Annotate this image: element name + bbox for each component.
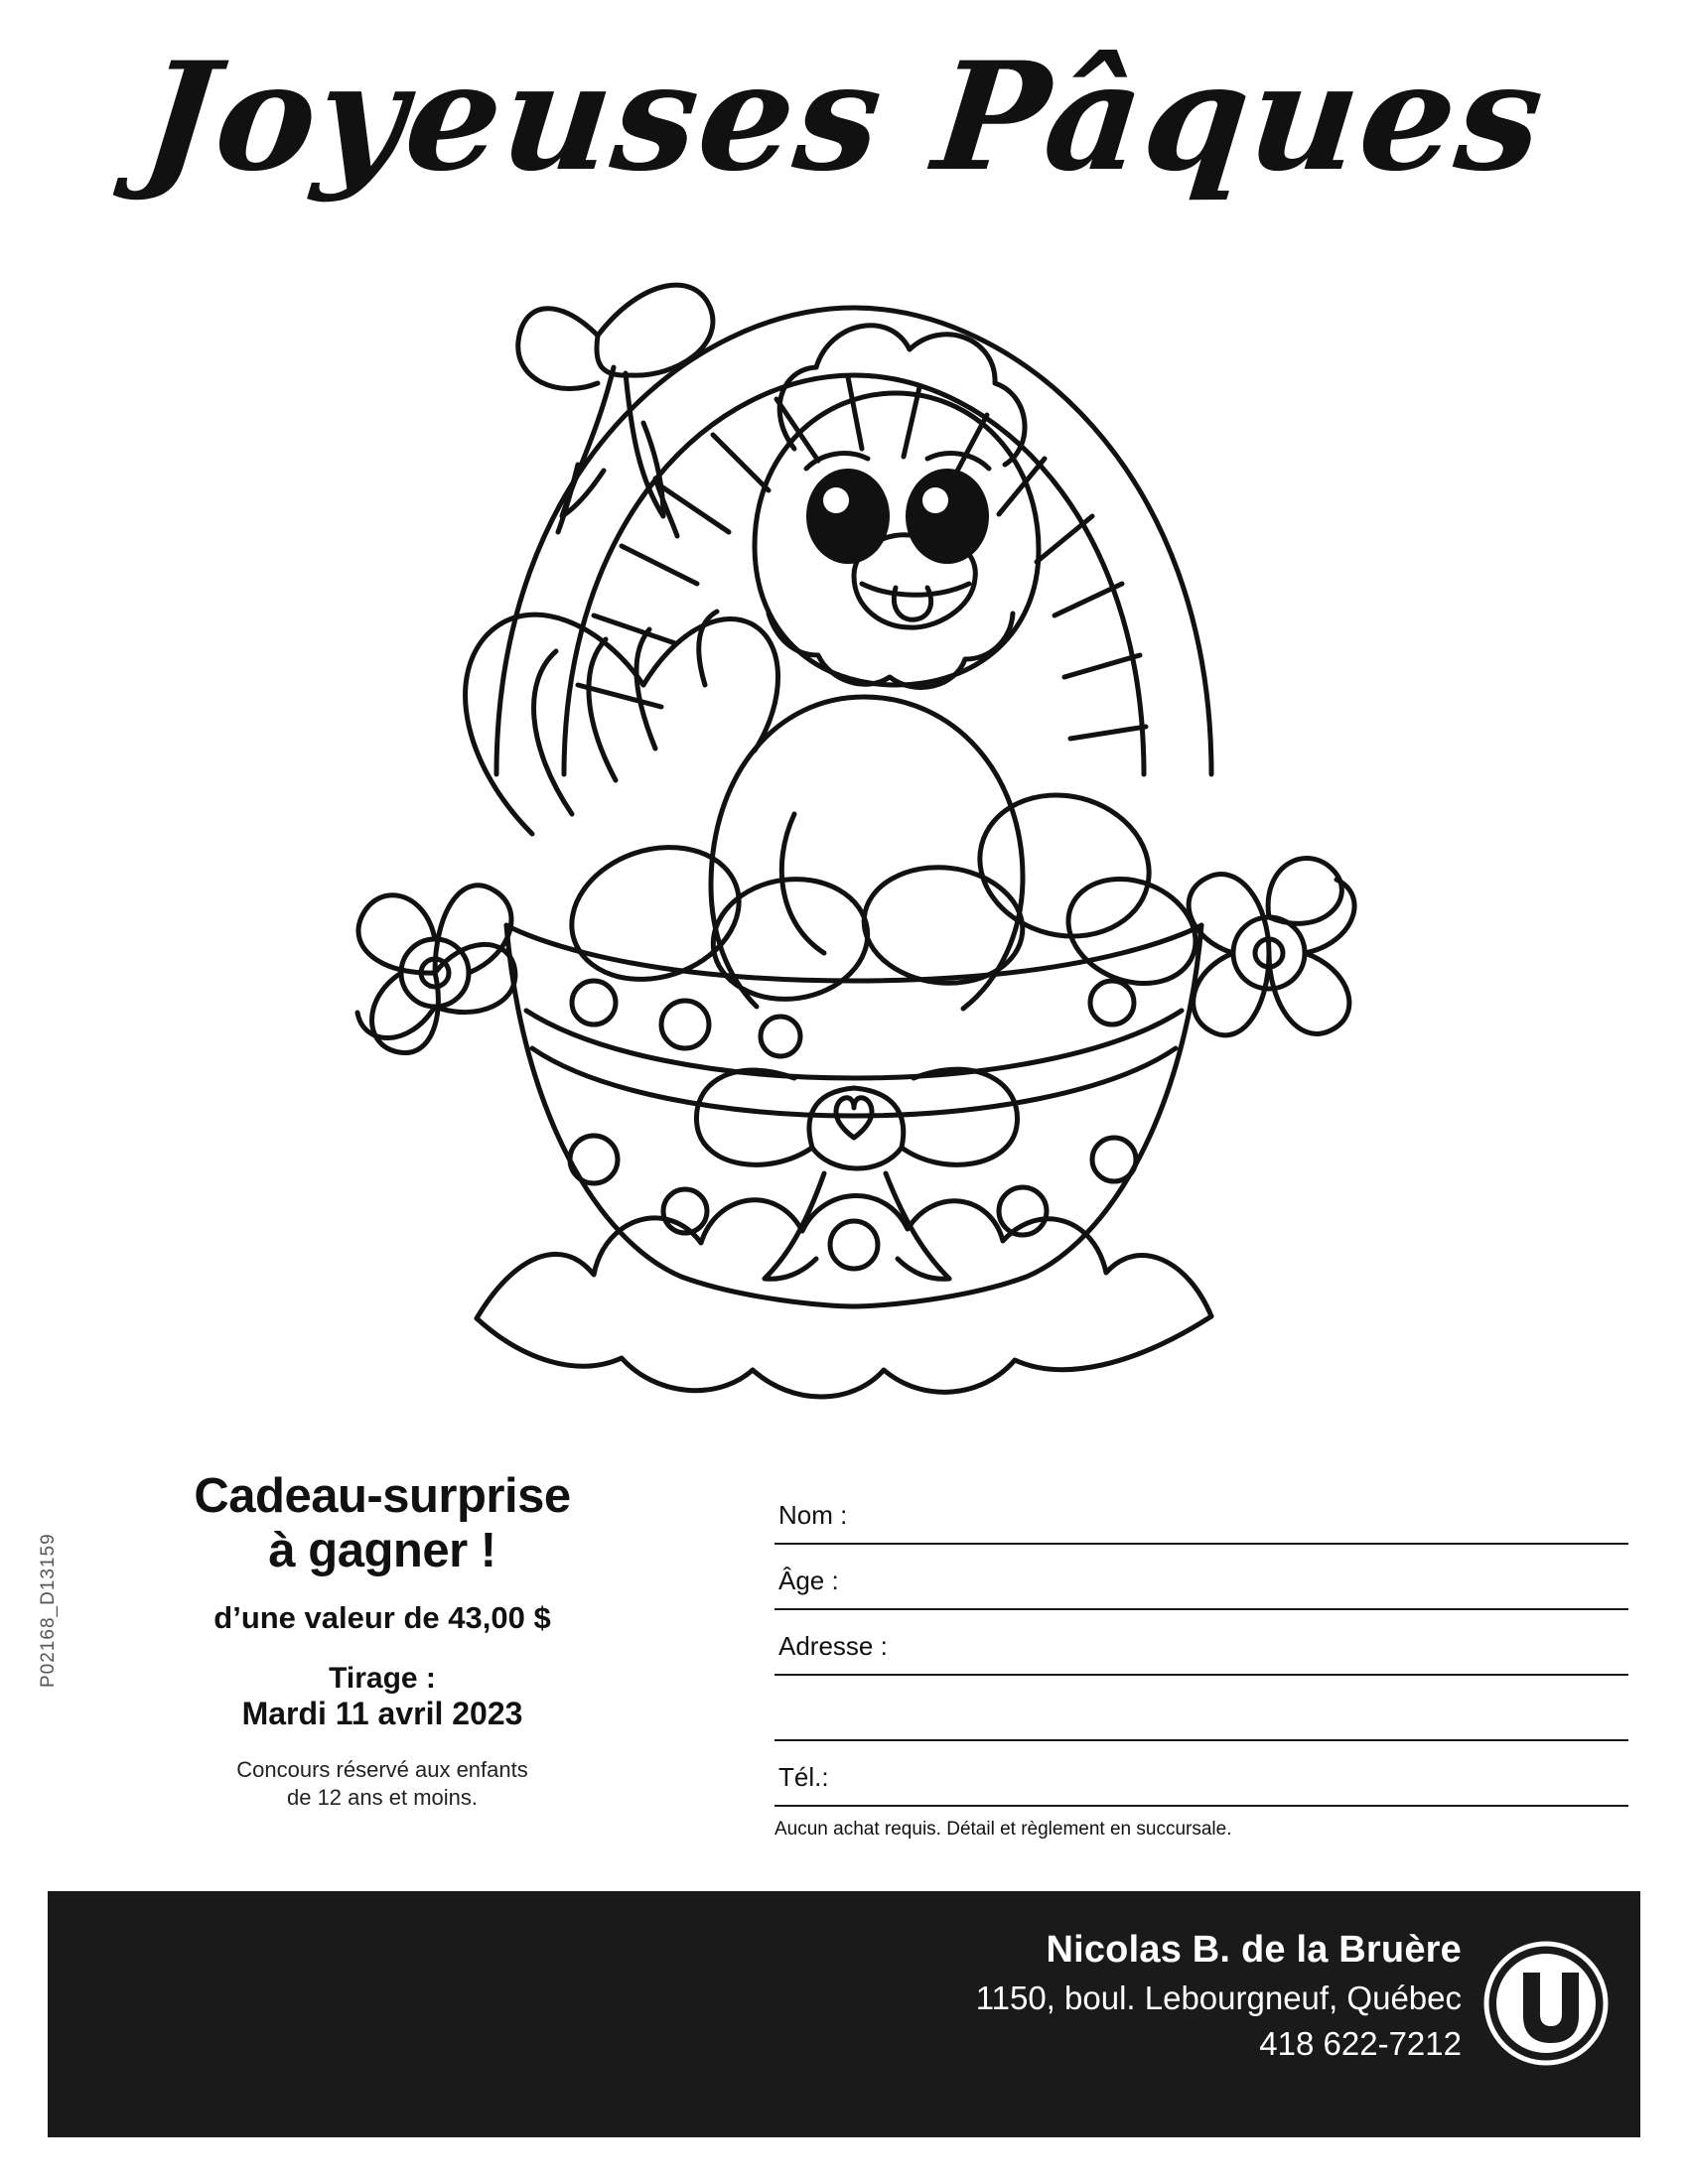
store-phone: 418 622-7212: [1259, 2025, 1462, 2062]
promo-headline: [119, 1469, 645, 1578]
uniprix-u-logo-icon: [1481, 1939, 1611, 2068]
store-address: 1150, boul. Lebourgneuf, Québec: [975, 1979, 1462, 2016]
promo-block: [119, 1469, 645, 1813]
draw-date: Mardi 11 avril 2023: [241, 1695, 523, 1731]
promo-value: d’une valeur de 43,00 $: [213, 1599, 551, 1635]
draw-label: Tirage :: [329, 1661, 436, 1695]
promo-fineprint-line2: de 12 ans et moins.: [286, 1785, 478, 1811]
field-adresse-line2[interactable]: [774, 1676, 1628, 1741]
footer-bar: [48, 1891, 1640, 2137]
field-nom-label: Nom :: [778, 1500, 848, 1530]
promo-fineprint: [119, 1756, 645, 1813]
field-telephone[interactable]: [774, 1741, 1628, 1807]
entry-form: [774, 1479, 1628, 1841]
store-name: Nicolas B. de la Bruère: [1046, 1929, 1462, 1971]
promo-headline-line2: à gagner !: [268, 1523, 496, 1577]
field-nom[interactable]: [774, 1479, 1628, 1545]
field-adresse[interactable]: [774, 1610, 1628, 1676]
promo-fineprint-line1: Concours réservé aux enfants: [236, 1756, 528, 1782]
field-age-label: Âge :: [778, 1566, 839, 1595]
field-adresse-label: Adresse :: [778, 1631, 888, 1661]
promo-headline-line1: Cadeau-surprise: [194, 1469, 571, 1523]
form-disclaimer: Aucun achat requis. Détail et règlement en succursale.: [774, 1819, 1232, 1840]
easter-chick-in-basket-illustration: [328, 218, 1380, 1449]
field-age[interactable]: [774, 1545, 1628, 1610]
field-telephone-label: Tél.:: [778, 1762, 829, 1792]
reference-code: P02168_D13159: [38, 1533, 59, 1688]
page-title: Joyeuses Pâques: [135, 30, 1553, 205]
store-info: [976, 1929, 1462, 2063]
